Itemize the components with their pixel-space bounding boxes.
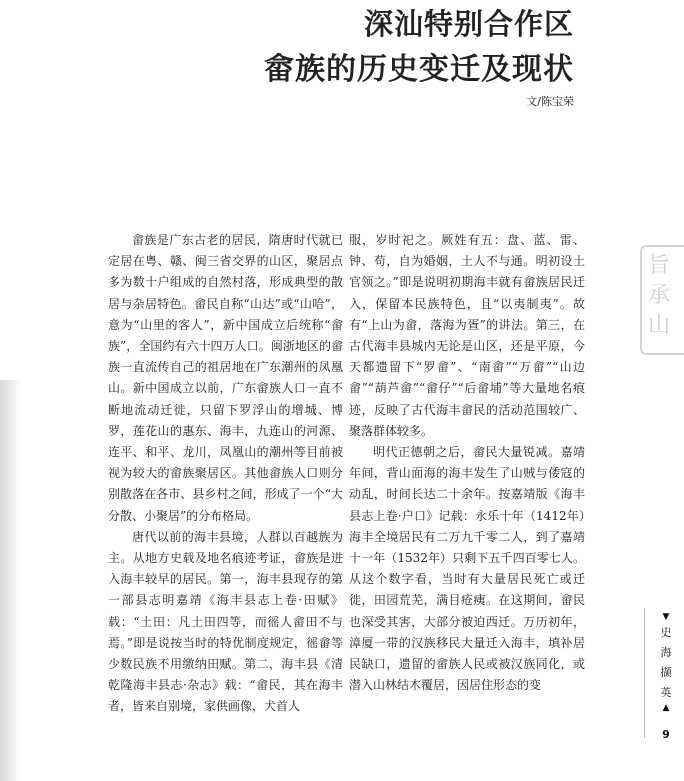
page-number: 9 [662,728,670,741]
author-byline: 文/陈宝荣 [526,95,574,108]
paragraph: 唐代以前的海丰县境，人群以百越族为主。从地方史载及地名痕迹考证，畲族是进入海丰较早的居民。第一，海丰县现存的第一部县志明嘉靖《海丰县志上卷·田赋》载：“土田：凡土田四等，而徭人畲田不与焉。”即是说按当时的特优制度规定，徭畲等少数民族不用缴纳田赋。第二，海丰县《清乾隆海丰县志·杂志》载：“畲民，其在海丰者，皆来自别境，家供画像，犬首人 [108,529,343,714]
arrow-down-icon: ▼ [662,612,670,622]
section-char: 撷 [660,666,672,679]
section-char: 史 [660,626,672,639]
article-column-left [108,230,343,718]
arrow-up-icon: ▲ [662,703,670,713]
paragraph: 畲族是广东古老的居民，隋唐时代就已定居在粤、赣、闽三省交界的山区，聚居点多为数十户组成的自然村落，形成典型的散居与杂居特色。畲民自称“山达”或“山哈”，意为“山里的客人”，新中国成立后统称“畲族”，全国约有六十四万人口。闽浙地区的畲族一直流传自己的祖居地在广东潮州的凤凰山。新中国成立以前，广东畲族人口一直不断地流动迁徙，只留下罗浮山的增城、博罗，莲花山的惠东、海丰，九连山的河源、连平、和平、龙川，凤凰山的潮州等目前被视为较大的畲族聚居区。其他畲族人口则分别散落在各市、县乡村之间，形成了一个“大分散、小聚居”的分布格局。 [108,233,343,523]
paragraph: 明代正德朝之后，畲民大量锐减。嘉靖年间，背山面海的海丰发生了山贼与倭寇的动乱，时间长达二十余年。按嘉靖版《海丰县志上卷·户口》记载：永乐十年（1412年）海丰全境居民有二万九千零二人，到了嘉靖十一年（1532年）只剩下五千四百零七人。从这个数字看，当时有大量居民死亡或迁徙，田园荒芜，满目疮痍。在这期间，畲民也深受其害，大部分被迫西迁。万历初年，漳厦一带的汉族移民大量迁入海丰，填补居民缺口，遗留的畲族人民或被汉族同化，或潜入山林结木覆居，因居住形态的变 [349,445,585,693]
section-char: 英 [660,686,672,699]
section-sidebar [653,612,679,741]
title-line-1: 深汕特别合作区 [363,7,574,41]
paragraph-continued: 服，岁时祀之。厥姓有五：盘、蓝、雷、钟、苟，自为婚姻，土人不与通。明初设土官领之。”即是说明初期海丰就有畲族居民迁入，保留本民族特色，且“以夷制夷”。故有“上山为畲，落海为疍”的讲法。第三，在古代海丰县城内无论是山区，还是平原，今天都遗留下“罗畲”、“南畲”“万畲”“山边畲”“葫芦畲”“畲仔”“后畲埔”等大量地名痕迹，反映了古代海丰畲民的活动范围较广、聚落群体较多。 [349,233,585,438]
left-edge-shadow [0,380,22,781]
sidebar-divider [644,608,645,738]
article-column-right [349,230,585,696]
title-line-2: 畲族的历史变迁及现状 [264,52,574,87]
seal-watermark: 旨 承 山 [640,245,684,355]
section-char: 海 [660,646,672,659]
